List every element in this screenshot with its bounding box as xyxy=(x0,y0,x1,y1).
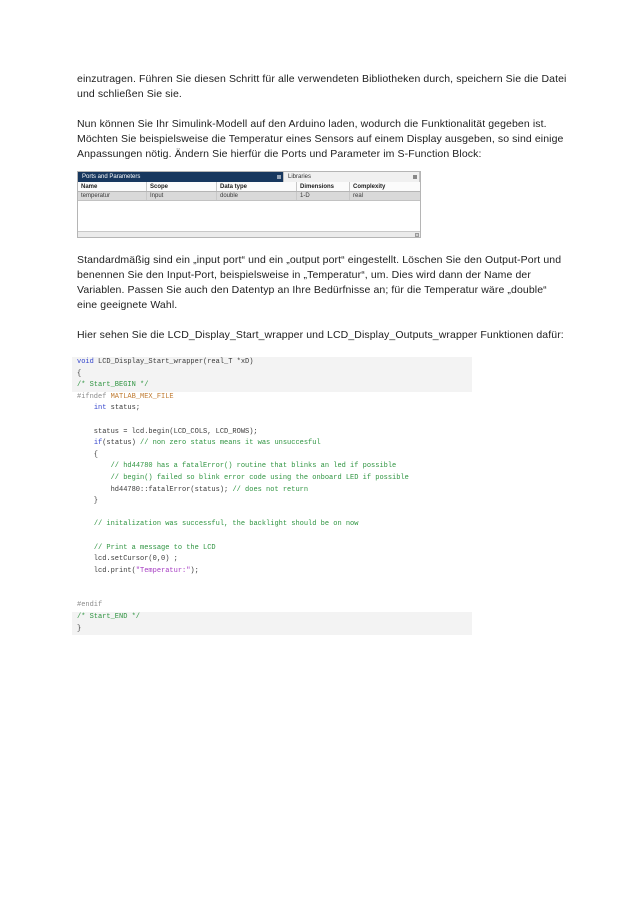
code-line xyxy=(72,508,472,520)
code-line xyxy=(72,450,472,462)
code-line xyxy=(72,380,472,392)
table-cell: 1-D xyxy=(297,192,350,200)
code-line xyxy=(72,612,472,624)
table-row xyxy=(78,192,420,201)
code-block-lcd-wrapper xyxy=(72,357,472,635)
code-line xyxy=(72,519,472,531)
code-token-preprocessor: #ifndef xyxy=(77,392,107,401)
code-token-plain xyxy=(77,520,94,528)
code-line xyxy=(72,485,472,497)
code-token-preprocessor: #endif xyxy=(77,601,103,610)
code-token-plain: lcd.print( xyxy=(77,566,136,575)
ports-table-empty-area xyxy=(78,201,420,230)
code-line xyxy=(72,415,472,427)
ports-table-rows xyxy=(78,192,420,201)
tab-label: Libraries xyxy=(288,174,312,180)
table-cell: real xyxy=(353,193,364,199)
tab-ports-and-parameters xyxy=(78,172,284,182)
code-token-comment: /* Start_BEGIN */ xyxy=(77,381,149,390)
table-cell: Input xyxy=(147,192,217,200)
code-line xyxy=(72,392,472,404)
code-line xyxy=(72,577,472,589)
column-header-name: Name xyxy=(78,182,147,191)
code-token-comment: // begin() failed so blink error code using the onboard LED if possible xyxy=(110,473,409,482)
column-header-data-type: Data type xyxy=(217,182,297,191)
code-line xyxy=(72,589,472,601)
paragraph-save-library: einzutragen. Führen Sie diesen Schritt für alle verwendeten Bibliotheken durch, speichern Sie die Datei und schließen Sie sie. xyxy=(77,73,567,100)
table-cell: double xyxy=(217,192,297,200)
code-line xyxy=(72,600,472,612)
code-token-plain xyxy=(77,404,94,412)
code-token-plain: { xyxy=(77,369,82,378)
scrollbar-corner-icon xyxy=(415,233,419,237)
code-token-comment: // non zero status means it was unsuccesful xyxy=(140,439,321,448)
tab-corner-icon xyxy=(277,175,281,179)
code-line xyxy=(72,427,472,439)
code-token-plain xyxy=(77,462,111,470)
column-header-scope: Scope xyxy=(147,182,217,191)
sfunction-tab-bar xyxy=(78,172,420,182)
code-token-keyword: void xyxy=(77,358,94,366)
code-line xyxy=(72,566,472,578)
code-token-plain: hd44780::fatalError(status); xyxy=(77,485,233,494)
code-token-plain xyxy=(77,439,94,447)
code-line xyxy=(72,403,472,415)
code-line xyxy=(72,554,472,566)
code-token-comment: // Print a message to the LCD xyxy=(93,543,216,552)
code-token-plain: } xyxy=(77,624,82,633)
paragraph-ports-explanation: Standardmäßig sind ein „input port“ und ein „output port“ eingestellt. Löschen Sie den Output-Port und benennen Sie den Input-Port, beispielsweise in „Temperatur“, um. Dies wird dann der Name der Variablen. Passen Sie auch den Datentyp an Ihre Bedürfnisse an; für die Temperatur wäre „double“ eine geeignete Wahl. xyxy=(77,254,562,311)
code-line xyxy=(72,357,472,369)
code-token-comment: // initalization was successful, the backlight should be on now xyxy=(93,520,359,529)
horizontal-scrollbar xyxy=(78,231,420,237)
code-token-comment: // does not return xyxy=(232,485,309,494)
code-token-plain: status = lcd.begin(LCD_COLS, LCD_ROWS); xyxy=(77,427,258,436)
code-line xyxy=(72,543,472,555)
code-token-plain: (status) xyxy=(102,439,141,448)
document-content xyxy=(77,72,567,635)
code-token-comment: // hd44780 has a fatalError() routine that blinks an led if possible xyxy=(110,462,397,471)
paragraph-code-intro: Hier sehen Sie die LCD_Display_Start_wrapper und LCD_Display_Outputs_wrapper Funktionen dafür: xyxy=(77,329,564,341)
code-line xyxy=(72,438,472,450)
column-header-complexity: Complexity xyxy=(353,184,386,190)
code-token-string: "Temperatur:" xyxy=(135,566,191,575)
code-token-plain: LCD_Display_Start_wrapper(real_T *xD) xyxy=(93,358,254,366)
code-line xyxy=(72,473,472,485)
tab-libraries xyxy=(284,172,420,182)
code-line xyxy=(72,461,472,473)
code-line xyxy=(72,496,472,508)
code-token-plain xyxy=(77,544,94,552)
code-token-plain: lcd.setCursor(0,0) ; xyxy=(77,555,178,564)
tab-label: Ports and Parameters xyxy=(82,174,141,180)
column-header-dimensions: Dimensions xyxy=(297,182,350,191)
code-token-keyword: int xyxy=(93,404,107,413)
table-cell: temperatur xyxy=(78,192,147,200)
ports-table-header xyxy=(78,182,420,192)
code-line xyxy=(72,531,472,543)
code-token-plain: status; xyxy=(106,404,141,413)
code-token-comment: /* Start_END */ xyxy=(77,613,141,622)
code-token-keyword: if xyxy=(93,439,103,448)
code-line xyxy=(72,624,472,636)
code-token-plain: } xyxy=(77,497,99,506)
paragraph-load-model: Nun können Sie Ihr Simulink-Modell auf den Arduino laden, wodurch die Funktionalität gegeben ist. Möchten Sie beispielsweise die Temperatur eines Sensors auf einem Display ausgeben, so sind einige Anpassungen nötig. Ändern Sie hierfür die Ports und Parameter im S-Function Block: xyxy=(77,118,564,160)
code-token-plain: { xyxy=(77,450,99,459)
tab-corner-icon xyxy=(413,175,417,179)
code-line xyxy=(72,369,472,381)
code-token-macro: MATLAB_MEX_FILE xyxy=(106,392,174,401)
code-token-plain: ); xyxy=(190,566,199,575)
code-token-plain xyxy=(77,474,111,482)
sfunction-builder-screenshot xyxy=(77,171,421,238)
